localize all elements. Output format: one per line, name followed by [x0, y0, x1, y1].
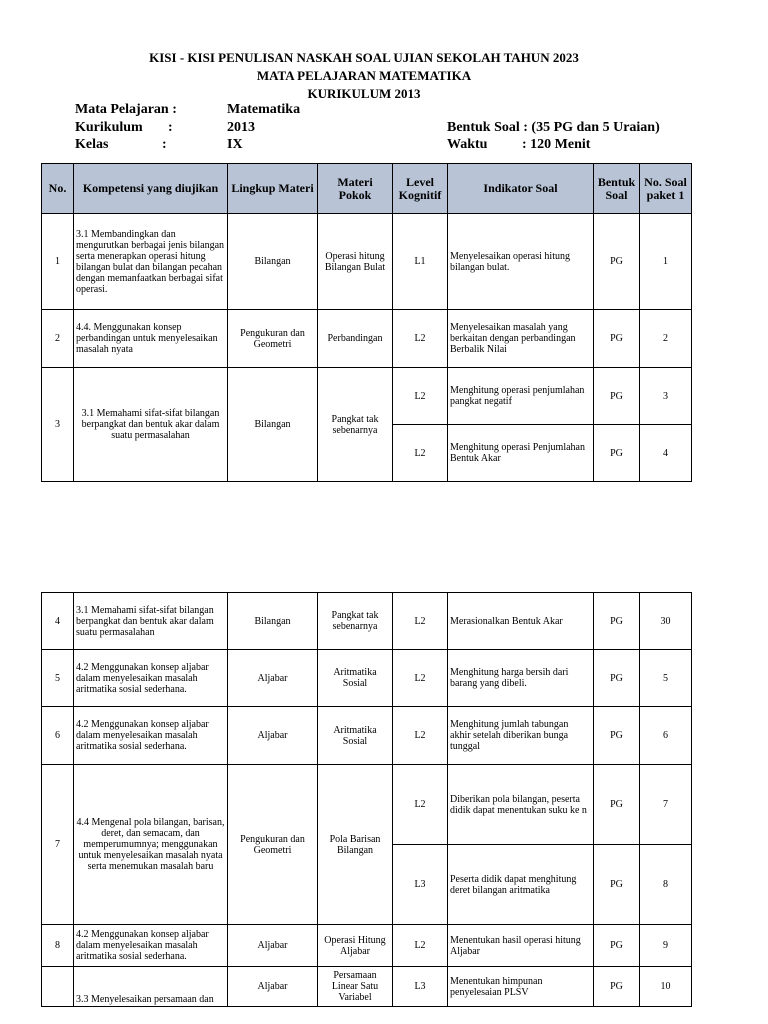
col-header-bentuk: Bentuk Soal — [594, 164, 640, 214]
cell-materi: Operasi hitung Bilangan Bulat — [318, 214, 393, 310]
cell-indikator: Peserta didik dapat menghitung deret bilangan aritmatika — [448, 845, 594, 925]
cell-level: L2 — [393, 925, 448, 967]
cell-bentuk: PG — [594, 214, 640, 310]
cell-materi: Pola Barisan Bilangan — [318, 765, 393, 925]
table-row — [42, 967, 692, 1007]
table-row — [42, 925, 692, 967]
cell-bentuk: PG — [594, 593, 640, 650]
cell-lingkup: Bilangan — [228, 214, 318, 310]
document-subtitle: MATA PELAJARAN MATEMATIKA — [256, 68, 472, 83]
cell-nosoal: 3 — [640, 368, 692, 425]
col-header-nosoal: No. Soal paket 1 — [640, 164, 692, 214]
kelas-label: Kelas — [75, 137, 109, 152]
col-header-materi: Materi Pokok — [318, 164, 393, 214]
cell-lingkup: Aljabar — [228, 967, 318, 1007]
cell-no: 1 — [42, 214, 74, 310]
document-title: KISI - KISI PENULISAN NASKAH SOAL UJIAN SEKOLAH TAHUN 2023 — [149, 50, 579, 65]
mapel-value: Matematika — [227, 102, 301, 117]
kurikulum-colon: : — [168, 120, 173, 135]
cell-lingkup: Aljabar — [228, 925, 318, 967]
kelas-value: IX — [227, 137, 243, 152]
cell-kompetensi: 3.1 Memahami sifat-sifat bilangan berpangkat dan bentuk akar dalam suatu permasalahan — [74, 593, 228, 650]
cell-kompetensi: 4.2 Menggunakan konsep aljabar dalam menyelesaikan masalah aritmatika sosial sederhana. — [74, 925, 228, 967]
cell-kompetensi: 4.4 Mengenal pola bilangan, barisan, deret, dan semacam, dan memperumumnya; menggunakan untuk menyelesaikan masalah nyata serta menemukan masalah baru — [74, 765, 228, 925]
cell-bentuk: PG — [594, 310, 640, 368]
cell-level: L2 — [393, 425, 448, 482]
cell-indikator: Menghitung operasi Penjumlahan Bentuk Akar — [448, 425, 594, 482]
waktu-label: Waktu — [447, 137, 488, 152]
cell-nosoal: 2 — [640, 310, 692, 368]
cell-no — [42, 967, 74, 1007]
cell-bentuk: PG — [594, 765, 640, 845]
cell-indikator: Menentukan hasil operasi hitung Aljabar — [448, 925, 594, 967]
cell-lingkup: Bilangan — [228, 368, 318, 482]
cell-materi: Pangkat tak sebenarnya — [318, 593, 393, 650]
cell-no: 5 — [42, 650, 74, 707]
cell-indikator: Menyelesaikan masalah yang berkaitan dengan perbandingan Berbalik Nilai — [448, 310, 594, 368]
bentuk-soal-info: Bentuk Soal : (35 PG dan 5 Uraian) — [447, 120, 660, 135]
cell-lingkup: Pengukuran dan Geometri — [228, 765, 318, 925]
cell-no: 6 — [42, 707, 74, 765]
cell-no: 8 — [42, 925, 74, 967]
table-row — [42, 310, 692, 368]
cell-level: L2 — [393, 593, 448, 650]
col-header-kompetensi: Kompetensi yang diujikan — [74, 164, 228, 214]
kisi-table-page2 — [41, 592, 692, 1007]
cell-nosoal: 7 — [640, 765, 692, 845]
col-header-no: No. — [42, 164, 74, 214]
cell-nosoal: 9 — [640, 925, 692, 967]
cell-level: L2 — [393, 707, 448, 765]
cell-indikator: Menghitung operasi penjumlahan pangkat negatif — [448, 368, 594, 425]
table-row — [42, 214, 692, 310]
kurikulum-value: 2013 — [227, 120, 255, 135]
cell-indikator: Menghitung harga bersih dari barang yang dibeli. — [448, 650, 594, 707]
cell-level: L2 — [393, 310, 448, 368]
mapel-label: Mata Pelajaran : — [75, 102, 177, 117]
cell-bentuk: PG — [594, 425, 640, 482]
col-header-indikator: Indikator Soal — [448, 164, 594, 214]
cell-materi: Persamaan Linear Satu Variabel — [318, 967, 393, 1007]
cell-no: 7 — [42, 765, 74, 925]
table-row — [42, 650, 692, 707]
kurikulum-label: Kurikulum — [75, 120, 143, 135]
cell-indikator: Menghitung jumlah tabungan akhir setelah diberikan bunga tunggal — [448, 707, 594, 765]
cell-level: L2 — [393, 765, 448, 845]
cell-bentuk: PG — [594, 368, 640, 425]
cell-kompetensi: 3.1 Membandingkan dan mengurutkan berbagai jenis bilangan serta menerapkan operasi hitung bilangan bulat dan bilangan pecahan dengan memanfaatkan berbagai sifat operasi. — [74, 214, 228, 310]
cell-level: L2 — [393, 368, 448, 425]
cell-lingkup: Bilangan — [228, 593, 318, 650]
cell-materi: Perbandingan — [318, 310, 393, 368]
cell-materi: Aritmatika Sosial — [318, 707, 393, 765]
cell-kompetensi: 3.3 Menyelesaikan persamaan dan — [74, 967, 228, 1007]
cell-no: 4 — [42, 593, 74, 650]
cell-nosoal: 5 — [640, 650, 692, 707]
cell-materi: Pangkat tak sebenarnya — [318, 368, 393, 482]
table-row — [42, 593, 692, 650]
waktu-value: : 120 Menit — [522, 137, 591, 152]
cell-kompetensi: 4.2 Menggunakan konsep aljabar dalam menyelesaikan masalah aritmatika sosial sederhana. — [74, 707, 228, 765]
cell-materi: Aritmatika Sosial — [318, 650, 393, 707]
cell-indikator: Merasionalkan Bentuk Akar — [448, 593, 594, 650]
cell-bentuk: PG — [594, 650, 640, 707]
cell-bentuk: PG — [594, 925, 640, 967]
cell-nosoal: 6 — [640, 707, 692, 765]
table-header-row — [42, 164, 692, 214]
cell-level: L2 — [393, 650, 448, 707]
kisi-table-page1 — [41, 163, 692, 482]
cell-kompetensi: 3.1 Memahami sifat-sifat bilangan berpangkat dan bentuk akar dalam suatu permasalahan — [74, 368, 228, 482]
cell-indikator: Diberikan pola bilangan, peserta didik dapat menentukan suku ke n — [448, 765, 594, 845]
cell-lingkup: Aljabar — [228, 650, 318, 707]
col-header-lingkup: Lingkup Materi — [228, 164, 318, 214]
cell-bentuk: PG — [594, 845, 640, 925]
cell-kompetensi: 4.2 Menggunakan konsep aljabar dalam menyelesaikan masalah aritmatika sosial sederhana. — [74, 650, 228, 707]
cell-no: 3 — [42, 368, 74, 482]
cell-level: L3 — [393, 845, 448, 925]
cell-nosoal: 4 — [640, 425, 692, 482]
cell-lingkup: Pengukuran dan Geometri — [228, 310, 318, 368]
table-row — [42, 765, 692, 845]
cell-nosoal: 8 — [640, 845, 692, 925]
cell-indikator: Menentukan himpunan penyelesaian PLSV — [448, 967, 594, 1007]
table-row — [42, 368, 692, 425]
document-curriculum: KURIKULUM 2013 — [307, 86, 421, 101]
cell-lingkup: Aljabar — [228, 707, 318, 765]
cell-level: L1 — [393, 214, 448, 310]
col-header-level: Level Kognitif — [393, 164, 448, 214]
cell-nosoal: 30 — [640, 593, 692, 650]
cell-bentuk: PG — [594, 967, 640, 1007]
cell-indikator: Menyelesaikan operasi hitung bilangan bulat. — [448, 214, 594, 310]
kelas-colon: : — [162, 137, 167, 152]
cell-nosoal: 10 — [640, 967, 692, 1007]
cell-bentuk: PG — [594, 707, 640, 765]
cell-nosoal: 1 — [640, 214, 692, 310]
cell-kompetensi: 4.4. Menggunakan konsep perbandingan untuk menyelesaikan masalah nyata — [74, 310, 228, 368]
cell-materi: Operasi Hitung Aljabar — [318, 925, 393, 967]
cell-no: 2 — [42, 310, 74, 368]
cell-level: L3 — [393, 967, 448, 1007]
table-row — [42, 707, 692, 765]
